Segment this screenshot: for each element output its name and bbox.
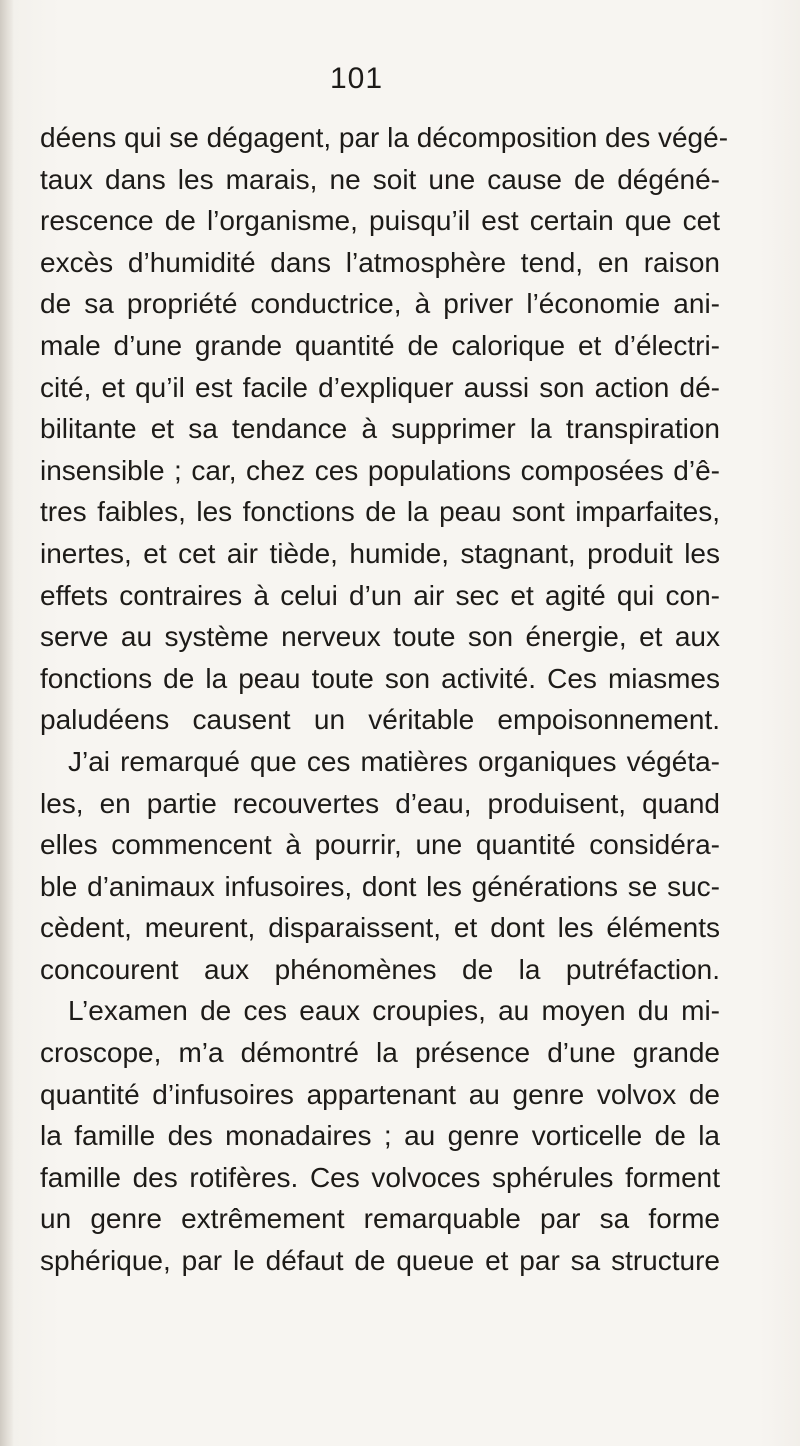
text-line: paludéens causent un véritable empoisonnement.: [40, 704, 720, 736]
text-line: tres faibles, les fonctions de la peau sont imparfaites,: [40, 496, 720, 528]
text-line: L’examen de ces eaux croupies, au moyen du mi-: [68, 995, 720, 1027]
text-line: cèdent, meurent, disparaissent, et dont les éléments: [40, 912, 720, 944]
text-line: serve au système nerveux toute son énergie, et aux: [40, 621, 720, 653]
text-line: de sa propriété conductrice, à priver l’économie ani-: [40, 288, 720, 320]
text-line: croscope, m’a démontré la présence d’une grande: [40, 1037, 720, 1069]
text-line: sphérique, par le défaut de queue et par sa structure: [40, 1245, 720, 1277]
text-line: effets contraires à celui d’un air sec et agité qui con-: [40, 579, 720, 611]
text-line: excès d’humidité dans l’atmosphère tend, en raison: [40, 246, 720, 278]
text-line: un genre extrêmement remarquable par sa forme: [40, 1203, 720, 1235]
text-line: male d’une grande quantité de calorique et d’électri-: [40, 329, 720, 361]
text-line: J’ai remarqué que ces matières organiques végéta-: [68, 745, 720, 777]
text-line: bilitante et sa tendance à supprimer la transpiration: [40, 413, 720, 445]
text-line: elles commencent à pourrir, une quantité considéra-: [40, 829, 720, 861]
text-line: déens qui se dégagent, par la décomposition des végé-: [40, 122, 729, 153]
page-binding-edge: [0, 0, 14, 1446]
page-number: 101: [330, 62, 384, 95]
text-line: rescence de l’organisme, puisqu’il est certain que cet: [40, 205, 720, 237]
text-line: ble d’animaux infusoires, dont les générations se suc-: [40, 870, 720, 902]
text-line: cité, et qu’il est facile d’expliquer aussi son action dé-: [40, 371, 720, 403]
text-line: quantité d’infusoires appartenant au genre volvox de: [40, 1078, 720, 1110]
text-line: taux dans les marais, ne soit une cause de dégéné-: [40, 163, 720, 195]
text-line: les, en partie recouvertes d’eau, produisent, quand: [40, 787, 720, 819]
text-line: la famille des monadaires ; au genre vorticelle de la: [40, 1120, 720, 1152]
text-line: famille des rotifères. Ces volvoces sphérules forment: [40, 1161, 720, 1193]
text-line: fonctions de la peau toute son activité. Ces miasmes: [40, 662, 720, 694]
text-line: concourent aux phénomènes de la putréfaction.: [40, 953, 720, 985]
body-text: [40, 117, 729, 1282]
text-line: inertes, et cet air tiède, humide, stagnant, produit les: [40, 537, 720, 569]
text-line: insensible ; car, chez ces populations composées d’ê-: [40, 454, 720, 486]
